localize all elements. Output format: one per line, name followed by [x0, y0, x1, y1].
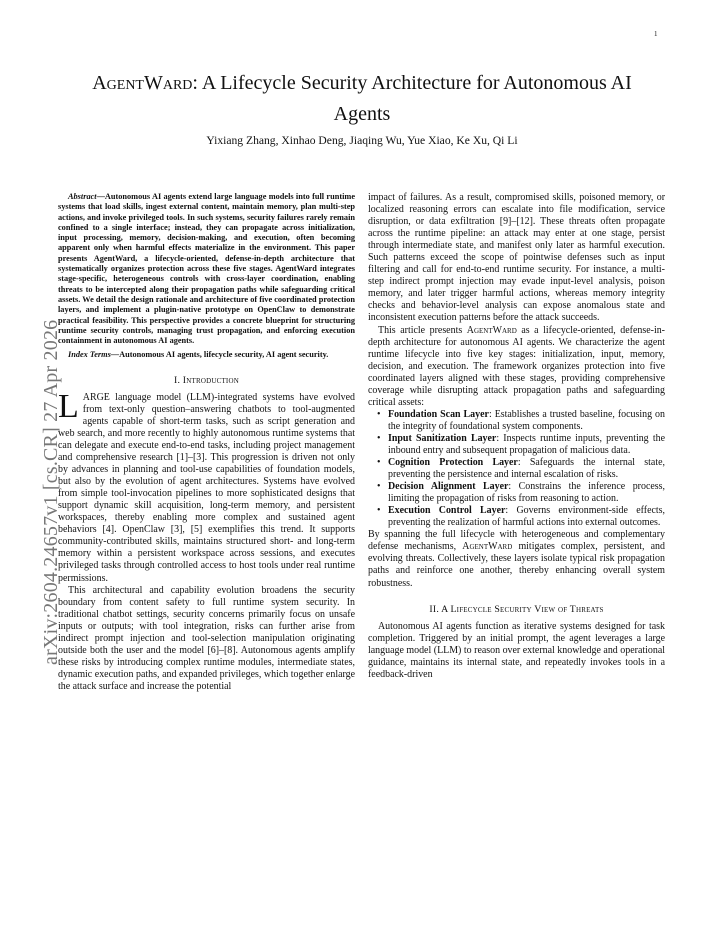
- abstract-text: —Autonomous AI agents extend large language models into full runtime systems that load skills, ingest external content, maintain memory, plan multi-step actions, and invoke privileged tools. In such systems, security failures rarely remain confined to a single interface; instead, they can propagate across initialization, input processing, memory, decision-making, and execution, often becoming apparent only when harmful effects materialize in the environment. This paper presents AgentWard, a lifecycle-oriented, defense-in-depth architecture that systematically organizes protection across these five stages. AgentWard integrates stage-specific, heterogeneous controls with cross-layer coordination, enabling threats to be intercepted along their propagation paths while safeguarding critical assets. We detail the design rationale and architecture of five coordinated protection layers, and implement a plugin-native prototype on OpenClaw to demonstrate practical feasibility. This perspective provides a concrete blueprint for structuring runtime security controls, managing trust propagation, and enforcing execution containment in autonomous AI agents.: [58, 192, 355, 346]
- index-terms-text: —Autonomous AI agents, lifecycle security, AI agent security.: [110, 350, 329, 360]
- layer-description: : Governs environment-side effects, preventing the realization of harmful actions into external outcomes.: [388, 505, 665, 529]
- abstract: [58, 192, 355, 346]
- p4-pre: This article presents: [378, 324, 467, 336]
- layer-list: [368, 409, 665, 529]
- layer-description: : Constrains the inference process, limiting the propagation of risks from reasoning to action.: [388, 481, 665, 505]
- list-item: [388, 505, 665, 529]
- author-list: Yixiang Zhang, Xinhao Deng, Jiaqing Wu, Yue Xiao, Ke Xu, Qi Li: [206, 134, 518, 147]
- list-item: [388, 409, 665, 433]
- layer-description: : Inspects runtime inputs, preventing the inbound entry and subsequent propagation of malicious data.: [388, 432, 665, 456]
- p5-post: mitigates complex, persistent, and evolving threats. Collectively, these layers isolate typical risk propagation paths and reinforce one another, thereby enhancing overall system robustness.: [368, 541, 665, 589]
- section-heading-introduction: I. Introduction: [174, 374, 239, 386]
- layer-label: Input Sanitization Layer: [388, 432, 497, 444]
- title-rest: : A Lifecycle Security Architecture for Autonomous AI: [192, 72, 632, 94]
- index-terms: [58, 350, 355, 360]
- intro-paragraph-5: [368, 529, 665, 589]
- title-system-name: AgentWard: [92, 72, 193, 94]
- section-heading-threats: II. A Lifecycle Security View of Threats: [429, 603, 604, 615]
- p5-system-name: AgentWard: [462, 541, 513, 553]
- p4-system-name: AgentWard: [466, 324, 517, 336]
- list-item: [388, 457, 665, 481]
- list-item: [388, 481, 665, 505]
- layer-label: Decision Alignment Layer: [388, 481, 509, 493]
- layer-label: Cognition Protection Layer: [388, 457, 518, 469]
- arxiv-identifier: arXiv:2604.24657v1 [cs.CR] 27 Apr 2026: [40, 319, 62, 665]
- list-item: [388, 433, 665, 457]
- threats-paragraph-1: Autonomous AI agents function as iterative systems designed for task completion. Triggered by an initial prompt, the agent leverages a large language model (LLM) to reason over external knowledge and operational guidance, maintains its internal state, and repeatedly invokes tools in a feedback-driven: [368, 620, 665, 680]
- title-line2: Agents: [333, 103, 391, 125]
- drop-cap: L: [58, 387, 79, 425]
- paper-title: [58, 68, 666, 130]
- layer-description: : Safeguards the internal state, preventing the persistence and internal escalation of risks.: [388, 457, 665, 481]
- intro-paragraph-1-text: ARGE language model (LLM)-integrated systems have evolved from text-only question–answering chatbots to tool-augmented agents capable of short-term tasks, such as script generation and web search, and more recently to highly autonomous runtime systems that can delegate and execute end-to-end tasks, including project management and comprehensive research [1]–[3]. This progression is driven not only by advances in planning and tool-use capabilities of foundation models, but also by the evolution of agent architectures. Systems have evolved from simple tool-invocation pipelines to more sophisticated designs that support dynamic skill acquisition, long-term memory, and persistent workspaces, thereby enabling more complex and sustained agent behaviors [4]. OpenClaw [3], [5] exemplifies this trend. It supports community-contributed skills, maintains structured short- and long-term memory within a persistent workspace across sessions, and executes privileged tasks through controlled access to host tools under real runtime permissions.: [58, 391, 355, 584]
- abstract-label: Abstract: [68, 192, 97, 201]
- intro-paragraph-1: [58, 387, 355, 585]
- p4-post: as a lifecycle-oriented, defense-in-depth architecture for autonomous AI agents. We characterize the agent runtime lifecycle into five key stages: initialization, input, memory, decision, and execution. The framework organizes protection into five coordinated layers aligned with these stages, providing comprehensive coverage while disrupting attack propagation paths and safeguarding critical assets:: [368, 324, 665, 408]
- layer-label: Execution Control Layer: [388, 505, 506, 517]
- p5-pre: By spanning the full lifecycle with heterogeneous and complementary defense mechanisms,: [368, 529, 665, 553]
- page-number: 1: [654, 30, 658, 38]
- layer-description: : Establishes a trusted baseline, focusing on the integrity of foundational system components.: [388, 408, 665, 432]
- layer-label: Foundation Scan Layer: [388, 408, 489, 420]
- intro-paragraph-4: [368, 325, 665, 409]
- index-terms-label: Index Terms: [68, 350, 111, 360]
- intro-paragraph-2: This architectural and capability evolution broadens the security boundary from content safety to full runtime system security. In traditional chatbot settings, security concerns primarily focus on unsafe inputs or outputs; with tool integration, risks can further arise from indirect prompt injection and tool-selection manipulation originating outside both the user and the model [6]–[8]. Autonomous agents amplify these risks by introducing complex runtime modules, intermediate states, dynamic execution paths, and expanded privileges, which together enlarge the attack surface and increase the potential: [58, 584, 355, 692]
- right-column: [368, 192, 665, 681]
- intro-paragraph-3: impact of failures. As a result, compromised skills, poisoned memory, or localized reasoning errors can escalate into file modification, service disruption, or data exfiltration [9]–[12]. These threats often propagate across the runtime pipeline: an attack may enter at one stage, persist through intermediate state, and manifest only later as harmful execution. Such patterns exceed the scope of pointwise defenses such as input filtering and call for end-to-end runtime security. For instance, a multi-step indirect prompt injection may evade input-level analysis, poison memory, and later trigger harmful actions, whereas memory integrity checks and behavior-level analysis can expose anomalous state and inconsistent execution patterns before the attack succeeds.: [368, 192, 665, 324]
- left-column: [58, 192, 355, 693]
